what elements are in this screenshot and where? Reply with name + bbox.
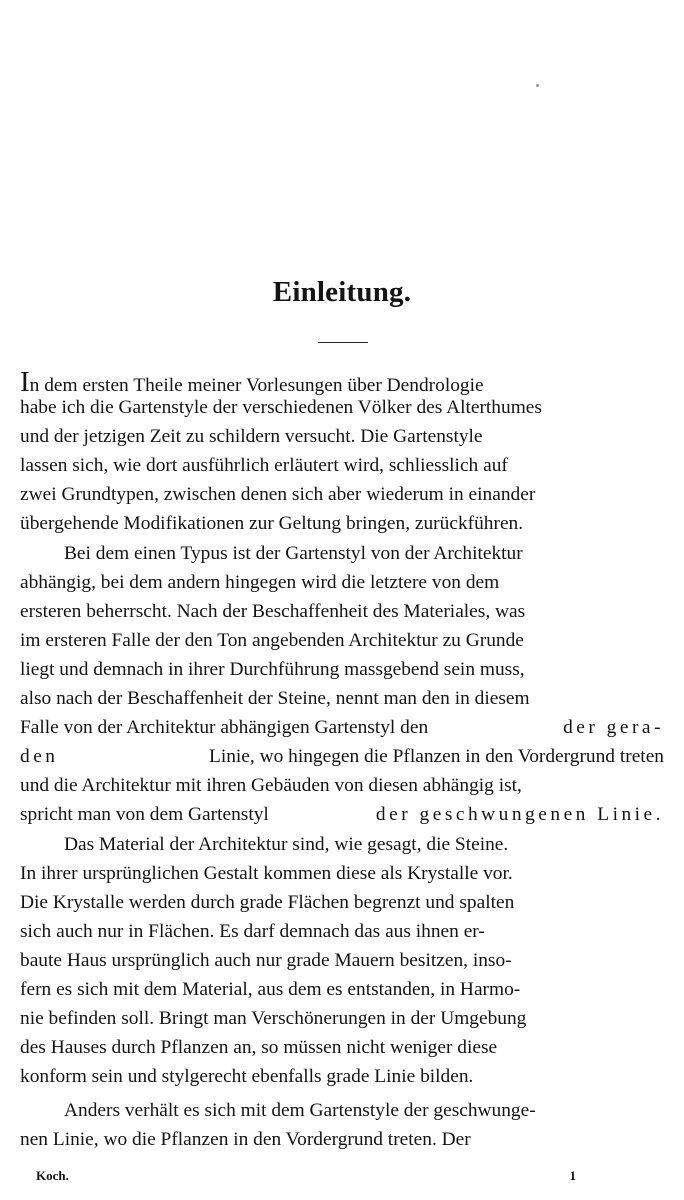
- text-line: baute Haus ursprünglich auch nur grade Mauern besitzen, inso-: [20, 949, 512, 971]
- text-line: lassen sich, wie dort ausführlich erläutert wird, schliesslich auf: [20, 455, 508, 477]
- text-line: und der jetzigen Zeit zu schildern versucht. Die Gartenstyle: [20, 426, 483, 448]
- scan-speck: [536, 84, 539, 87]
- text-line: [20, 717, 664, 746]
- line-text: spricht man von dem Gartenstyl: [20, 804, 269, 826]
- text-line: Das Material der Architektur sind, wie gesagt, die Steine.: [64, 833, 509, 855]
- text-line: Bei dem einen Typus ist der Gartenstyl von der Architektur: [64, 542, 523, 564]
- text-line: In ihrer ursprünglichen Gestalt kommen diese als Krystalle vor.: [20, 862, 513, 884]
- title-rule: [318, 342, 368, 343]
- text-line: Anders verhält es sich mit dem Gartenstyle der geschwunge-: [64, 1100, 536, 1122]
- text-line: liegt und demnach in ihrer Durchführung massgebend sein muss,: [20, 658, 525, 680]
- text-line: nie befinden soll. Bringt man Verschönerungen in der Umgebung: [20, 1008, 527, 1030]
- text-line: und die Architektur mit ihren Gebäuden von diesen abhängig ist,: [20, 775, 522, 797]
- text-line: [20, 368, 664, 397]
- text-line: konform sein und stylgerecht ebenfalls grade Linie bilden.: [20, 1066, 474, 1088]
- spaced-text: der geschwungenen Linie.: [375, 804, 664, 826]
- spaced-text: den: [20, 746, 59, 768]
- text-line: im ersteren Falle der den Ton angebenden Architektur zu Grunde: [20, 629, 524, 651]
- signature-mark: Koch.: [36, 1168, 69, 1183]
- text-line: also nach der Beschaffenheit der Steine, nennt man den in diesem: [20, 688, 530, 710]
- page-footer: [36, 1168, 576, 1184]
- line-text: Linie, wo hingegen die Pflanzen in den Vordergrund treten: [208, 746, 664, 768]
- text-line: zwei Grundtypen, zwischen denen sich aber wiederum in einander: [20, 484, 536, 506]
- text-line: [20, 804, 664, 833]
- text-line: habe ich die Gartenstyle der verschiedenen Völker des Alterthumes: [20, 397, 542, 419]
- text-line: nen Linie, wo die Pflanzen in den Vordergrund treten. Der: [20, 1129, 471, 1151]
- page-number: 1: [569, 1168, 576, 1183]
- text-line: sich auch nur in Flächen. Es darf demnach das aus ihnen er-: [20, 920, 485, 942]
- text-line: ersteren beherrscht. Nach der Beschaffenheit des Materiales, was: [20, 600, 526, 622]
- text-line: abhängig, bei dem andern hingegen wird die letztere von dem: [20, 571, 500, 593]
- body-text: [20, 368, 664, 1159]
- text-line: Die Krystalle werden durch grade Flächen begrenzt und spalten: [20, 891, 515, 913]
- paragraph-first-line: In dem ersten Theile meiner Vorlesungen über Dendrologie: [20, 368, 484, 398]
- text-line: [20, 746, 664, 775]
- text-line: übergehende Modifikationen zur Geltung bringen, zurückführen.: [20, 513, 524, 535]
- drop-cap: I: [20, 368, 30, 398]
- page-title: Einleitung.: [272, 276, 412, 308]
- spaced-text: der gera-: [563, 717, 664, 739]
- line-text: Falle von der Architektur abhängigen Gartenstyl den: [20, 717, 429, 739]
- text-line: des Hauses durch Pflanzen an, so müssen nicht weniger diese: [20, 1037, 498, 1059]
- text-line: fern es sich mit dem Material, aus dem es entstanden, in Harmo-: [20, 978, 521, 1000]
